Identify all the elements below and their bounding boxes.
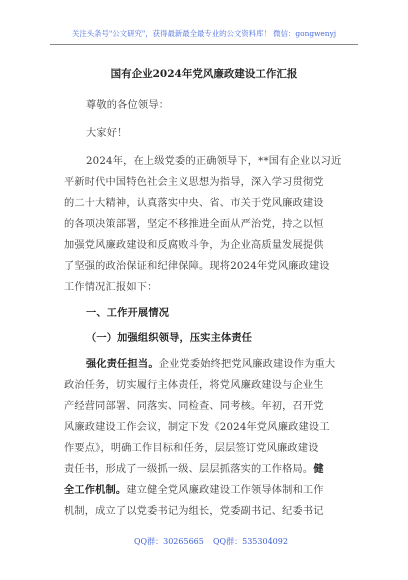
intro-line: 工作情况汇报如下： bbox=[64, 282, 158, 293]
paragraph-lead: 强化责任担当。 bbox=[86, 358, 159, 370]
intro-line: 了坚强的政治保证和纪律保障。现将2024年党风廉政建设 bbox=[64, 261, 330, 272]
footer-qq-group-1: QQ群：30265665 bbox=[134, 537, 204, 546]
paragraph-text: 企业党委始终把党风廉政建设作为重大 bbox=[158, 359, 336, 370]
paragraph-line: 机制，成立了以党委书记为组长，党委副书记、纪委书记 bbox=[64, 506, 324, 517]
paragraph-line: 风廉政建设工作会议，制定下发《2024年党风廉政建设工 bbox=[64, 422, 330, 433]
intro-line: 的各项决策部署，坚定不移推进全面从严治党，持之以恒 bbox=[64, 219, 324, 230]
header-banner: 关注头条号"公文研究"，获得最新最全最专业的公文资料库！ 微信：gongwenyj bbox=[71, 29, 337, 38]
intro-line: 加强党风廉政建设和反腐败斗争，为企业高质量发展提供 bbox=[64, 240, 324, 251]
intro-line: 2024年，在上级党委的正确领导下，**国有企业以习近 bbox=[86, 156, 342, 167]
header-divider bbox=[50, 44, 358, 45]
intro-line: 的二十大精神，认真落实中央、省、市关于党风廉政建设 bbox=[64, 198, 324, 209]
paragraph-line: 政治任务，切实履行主体责任，将党风廉政建设与企业生 bbox=[64, 380, 324, 391]
salutation: 尊敬的各位领导： bbox=[86, 100, 170, 111]
subsection-heading: （一）加强组织领导，压实主体责任 bbox=[86, 332, 253, 344]
paragraph-lead: 健 bbox=[313, 463, 324, 475]
greeting: 大家好！ bbox=[86, 128, 128, 139]
paragraph-line bbox=[64, 481, 354, 496]
footer-qq-group-2: QQ群：535304092 bbox=[213, 537, 288, 546]
paragraph-line bbox=[86, 355, 354, 370]
document-title: 国有企业2024年党风廉政建设工作汇报 bbox=[110, 68, 298, 80]
paragraph-lead: 全工作机制。 bbox=[64, 484, 127, 496]
paragraph-text: 建立健全党风廉政建设工作领导体制和工作 bbox=[126, 485, 324, 496]
paragraph-line bbox=[64, 460, 354, 475]
paragraph-line: 产经营同部署、同落实、同检查、同考核。年初，召开党 bbox=[64, 401, 324, 412]
paragraph-text: 责任书，形成了一级抓一级、层层抓落实的工作格局。 bbox=[64, 464, 314, 475]
footer bbox=[0, 536, 408, 550]
section-heading: 一、工作开展情况 bbox=[86, 307, 170, 319]
intro-line: 平新时代中国特色社会主义思想为指导，深入学习贯彻党 bbox=[64, 177, 324, 188]
paragraph-line: 作要点》，明确工作目标和任务，层层签订党风廉政建设 bbox=[64, 443, 319, 454]
